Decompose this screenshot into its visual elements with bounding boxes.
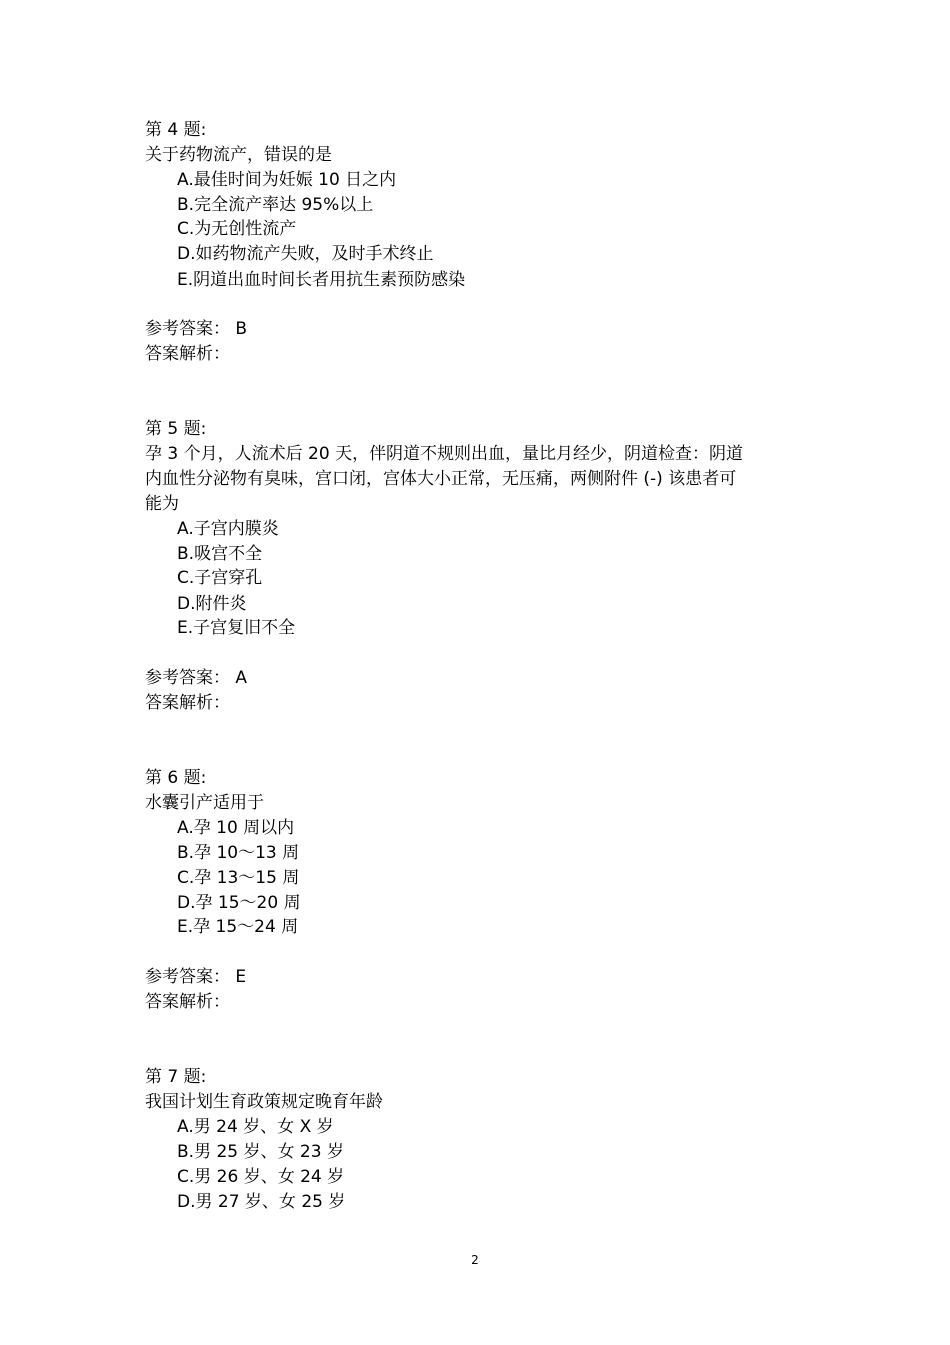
question-6-option-c: C.孕 13～15 周	[177, 868, 300, 888]
question-5-analysis: 答案解析：	[145, 693, 230, 713]
question-5-option-e: E.子宫复旧不全	[177, 618, 296, 638]
question-4-option-c: C.为无创性流产	[177, 219, 297, 239]
question-5-option-a: A.子宫内膜炎	[177, 519, 279, 539]
question-5-option-d: D.附件炎	[177, 594, 247, 614]
question-7-option-d: D.男 27 岁、女 25 岁	[177, 1192, 346, 1212]
question-6-option-e: E.孕 15～24 周	[177, 917, 299, 937]
question-5-stem-line-1: 孕 3 个月，人流术后 20 天，伴阴道不规则出血，量比月经少，阴道检查：阴道	[145, 444, 744, 464]
page-number: 2	[471, 1253, 479, 1267]
question-4-option-a: A.最佳时间为妊娠 10 日之内	[177, 170, 397, 190]
question-6-option-d: D.孕 15～20 周	[177, 893, 301, 913]
question-7-option-c: C.男 26 岁、女 24 岁	[177, 1167, 345, 1187]
question-4-analysis: 答案解析：	[145, 344, 230, 364]
question-5-option-b: B.吸宫不全	[177, 544, 263, 564]
question-4-option-b: B.完全流产率达 95%以上	[177, 195, 374, 215]
question-6-stem: 水囊引产适用于	[145, 793, 264, 813]
question-6-analysis: 答案解析：	[145, 992, 230, 1012]
question-4-option-e: E.阴道出血时间长者用抗生素预防感染	[177, 270, 466, 290]
question-6-answer: 参考答案： E	[145, 967, 247, 987]
question-4-label: 第 4 题:	[145, 120, 207, 140]
question-5-stem-line-2: 内血性分泌物有臭味，宫口闭，宫体大小正常，无压痛，两侧附件 (-) 该患者可	[145, 469, 737, 489]
question-6-option-a: A.孕 10 周以内	[177, 818, 295, 838]
question-4-answer: 参考答案： B	[145, 319, 248, 339]
question-7-option-a: A.男 24 岁、女 X 岁	[177, 1117, 334, 1137]
question-6-label: 第 6 题:	[145, 768, 207, 788]
question-5-answer: 参考答案： A	[145, 668, 248, 688]
question-5-label: 第 5 题:	[145, 419, 207, 439]
question-7-label: 第 7 题:	[145, 1067, 207, 1087]
question-5-stem-line-3: 能为	[145, 494, 179, 514]
question-5-option-c: C.子宫穿孔	[177, 568, 263, 588]
question-7-option-b: B.男 25 岁、女 23 岁	[177, 1142, 344, 1162]
question-4-stem: 关于药物流产，错误的是	[145, 145, 332, 165]
question-7-stem: 我国计划生育政策规定晚育年龄	[145, 1092, 383, 1112]
question-4-option-d: D.如药物流产失败，及时手术终止	[177, 244, 434, 264]
question-6-option-b: B.孕 10～13 周	[177, 843, 300, 863]
